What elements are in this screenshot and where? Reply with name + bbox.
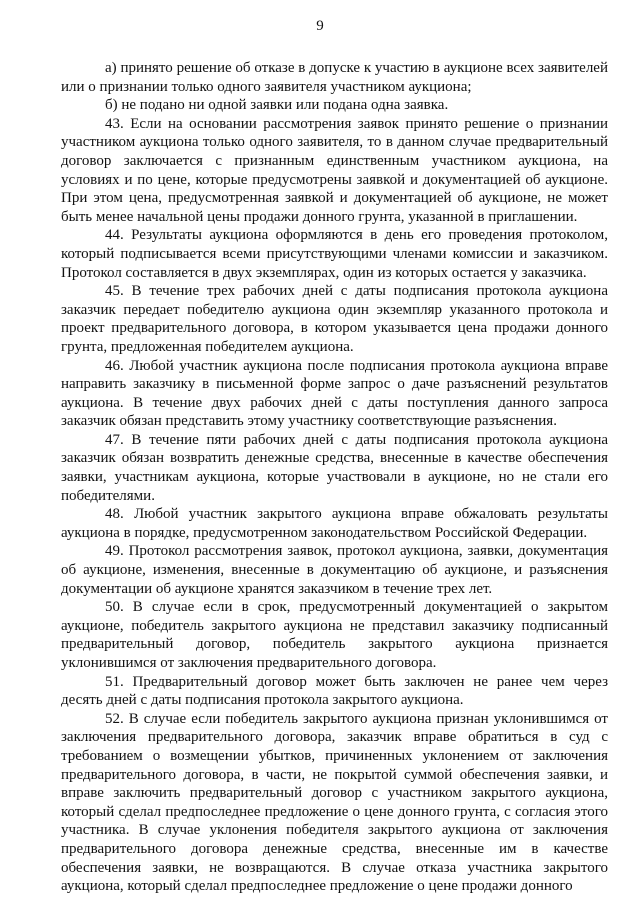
paragraph-43: 43. Если на основании рассмотрения заявок принято решение о признании участником аукциона только одного заявителя, то в данном случае предварительный договор заключается с признанным единственным участником аукциона, на условиях и по цене, которые предусмотрены заявкой и документацией об аукционе. При этом цена, предусмотренная заявкой и документацией об аукционе, не может быть менее начальной цены продажи донного грунта, указанной в приглашении. <box>61 115 608 225</box>
document-body <box>61 59 608 896</box>
paragraph-51: 51. Предварительный договор может быть заключен не ранее чем через десять дней с даты подписания протокола закрытого аукциона. <box>61 673 608 709</box>
paragraph-45: 45. В течение трех рабочих дней с даты подписания протокола аукциона заказчик передает победителю аукциона один экземпляр указанного протокола и проект предварительного договора, в котором указывается цена продажи донного грунта, предложенная победителем аукциона. <box>61 283 608 355</box>
paragraph-44: 44. Результаты аукциона оформляются в день его проведения протоколом, который подписывается всеми присутствующими членами комиссии и заказчиком. Протокол составляется в двух экземплярах, один из которых остается у заказчика. <box>61 227 608 281</box>
paragraph-48: 48. Любой участник закрытого аукциона вправе обжаловать результаты аукциона в порядке, предусмотренном законодательством Российской Федерации. <box>61 506 608 541</box>
clause-b: б) не подано ни одной заявки или подана одна заявка. <box>105 97 449 114</box>
paragraph-49: 49. Протокол рассмотрения заявок, протокол аукциона, заявки, документация об аукционе, изменения, внесенные в документацию об аукционе, и разъяснения документации об аукционе хранятся заказчиком в течение трех лет. <box>61 543 608 597</box>
paragraph-46: 46. Любой участник аукциона после подписания протокола аукциона вправе направить заказчику в письменной форме запрос о даче разъяснений результатов аукциона. В течение двух рабочих дней с даты поступления данного запроса заказчик обязан представить этому участнику соответствующие разъяснения. <box>61 357 608 430</box>
paragraph-50: 50. В случае если в срок, предусмотренный документацией о закрытом аукционе, победитель закрытого аукциона не представил заказчику подписанный предварительный договор, победитель закрытого аукциона признается уклонившимся от заключения предварительного договора. <box>61 599 608 671</box>
clause-a: а) принято решение об отказе в допуске к участию в аукционе всех заявителей или о признании только одного заявителя участником аукциона; <box>61 60 608 95</box>
page-number: 9 <box>316 18 324 34</box>
paragraph-47: 47. В течение пяти рабочих дней с даты подписания протокола аукциона заказчик обязан возвратить денежные средства, внесенные в качестве обеспечения заявки, участникам аукциона, которые участвовали в аукционе, но не стали его победителями. <box>61 431 608 504</box>
paragraph-52: 52. В случае если победитель закрытого аукциона признан уклонившимся от заключения предварительного договора, заказчик вправе обратиться в суд с требованием о возмещении убытков, причиненных уклонением от заключения предварительного договора, в части, не покрытой суммой обеспечения заявки, и вправе заключить предварительный договор с участником закрытого аукциона, который сделал предпоследнее предложение о цене донного грунта, с согласия этого участника. В случае уклонения победителя закрытого аукциона от заключения предварительного договора денежные средства, внесенные им в качестве обеспечения заявки, не возвращаются. В случае отказа участника закрытого аукциона, который сделал предпоследнее предложение о цене продажи донного <box>61 710 608 895</box>
